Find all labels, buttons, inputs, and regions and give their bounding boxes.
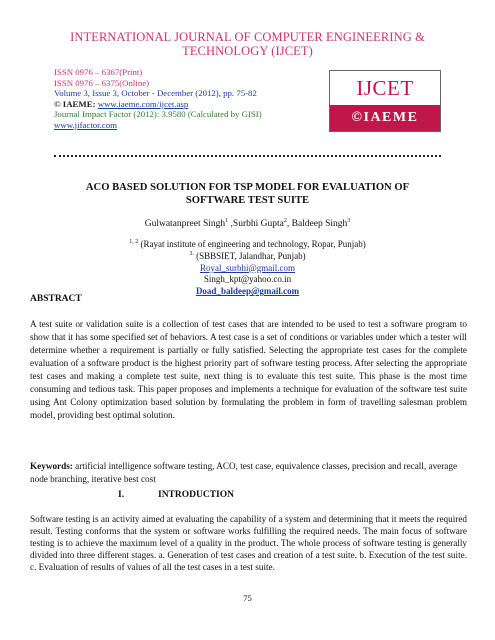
journal-title xyxy=(40,30,455,58)
affiliation-1-sup: 1, 2 xyxy=(129,239,139,245)
journal-title-line2: TECHNOLOGY (IJCET) xyxy=(182,44,313,58)
paper-title-line1: ACO BASED SOLUTION FOR TSP MODEL FOR EVALUATION OF xyxy=(85,182,410,193)
section-title: INTRODUCTION xyxy=(158,490,235,500)
author-1-sup: 1 xyxy=(225,217,229,224)
affiliations xyxy=(54,239,441,298)
logo-text-iaeme: ©IAEME xyxy=(330,105,440,131)
header-divider xyxy=(54,155,441,157)
keywords xyxy=(30,460,467,485)
affiliation-1-text: (Rayat institute of engineering and technology, Ropar, Punjab) xyxy=(138,239,366,249)
paper-title-line2: SOFTWARE TEST SUITE xyxy=(185,194,310,206)
email-3-link[interactable]: Doad_baldeep@gmail.com xyxy=(195,286,300,297)
iaeme-label: © IAEME: xyxy=(54,98,98,109)
email-1-link[interactable]: Royal_surbhi@gmail.com xyxy=(199,262,296,273)
author-2-sup: 2 xyxy=(283,217,287,224)
abstract-heading: ABSTRACT xyxy=(30,294,82,304)
author-3-sup: 3 xyxy=(347,217,351,224)
impact-factor: Journal Impact Factor (2012): 3.9580 (Calculated by GISI) xyxy=(54,109,262,120)
paper-title xyxy=(54,182,441,207)
issn-online: ISSN 0976 – 6375(Online) xyxy=(54,77,150,88)
keywords-label: Keywords: xyxy=(30,461,73,471)
issn-print: ISSN 0976 – 6367(Print) xyxy=(54,67,143,77)
author-2: ,Surbhi Gupta xyxy=(228,219,284,229)
affiliation-2 xyxy=(54,251,441,263)
journal-title-line1: INTERNATIONAL JOURNAL OF COMPUTER ENGINEERING & xyxy=(70,30,425,44)
introduction-text: Software testing is an activity aimed at evaluating the capability of a system and determining that it meets the required result. Testing conforms that the system or software works fulfilling the required needs. The main focus of software testing is to achieve the maximum level of a quality in the product. The whole process of software testing is generally divided into three different stages. a. Generation of test cases and creation of a test suite. b. Execution of the test suite. c. Evaluation of results of values of all the test cases in a test suite. xyxy=(30,514,467,573)
author-3: , Baldeep Singh xyxy=(286,219,348,229)
journal-meta xyxy=(54,67,334,131)
iaeme-line xyxy=(54,99,334,110)
author-list xyxy=(54,218,441,230)
affiliation-1 xyxy=(54,239,441,251)
affiliation-2-text: (SBBSIET, Jalandhar, Punjab) xyxy=(193,250,306,261)
affiliation-2-sup: 3. xyxy=(189,250,194,257)
logo-text-ijcet: IJCET xyxy=(356,76,414,100)
section-number: I. xyxy=(118,490,125,500)
email-2: Singh_kpt@yahoo.co.in xyxy=(203,274,292,285)
abstract-text: A test suite or validation suite is a collection of test cases that are intended to be used to test a software program to show that it has some specified set of behaviors. A test case is a set of conditions or variables under which a tester will determine whether a requirement is partially or fully satisfied. Selecting the appropriate test cases for the complete evaluation of a software product is the highest priority part of software testing process. After selecting the appropriate test cases and making a complete test suite, next thing is to evaluate this test suite. This phase is the most time consuming and tedious task. This paper proposes and implements a technique for evaluation of the software test suite using Ant Colony optimization based solution by formulating the problem in form of travelling salesman problem model, providing best optimal solution. xyxy=(30,319,467,420)
iaeme-link[interactable]: www.iaeme.com/ijcet.asp xyxy=(97,98,189,109)
volume-info: Volume 3, Issue 3, October - December (2012), pp. 75-82 xyxy=(54,88,257,99)
author-1: Gulwatanpreet Singh xyxy=(144,219,226,229)
section-heading-introduction xyxy=(118,490,234,500)
keywords-text: artificial intelligence software testing, ACO, test case, equivalence classes, precision and recall, average node branching, iterative best cost xyxy=(30,461,458,484)
ijcet-logo xyxy=(329,70,441,132)
jifactor-link[interactable]: www.jifactor.com xyxy=(54,119,117,130)
page-number: 75 xyxy=(243,593,252,603)
